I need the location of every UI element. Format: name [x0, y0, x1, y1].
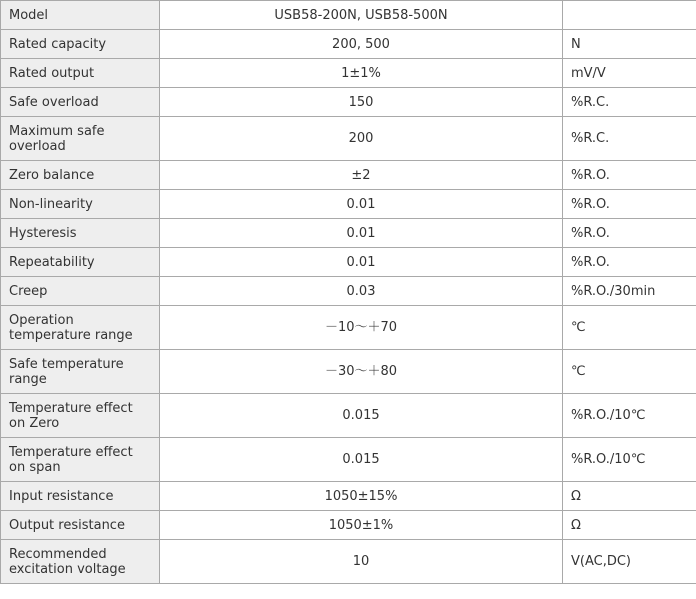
param-label: Output resistance [1, 511, 160, 540]
param-unit: ℃ [563, 306, 696, 350]
param-label: Temperature effect on Zero [1, 394, 160, 438]
param-unit: mV/V [563, 59, 696, 88]
param-value: 0.01 [160, 248, 563, 277]
table-row [1, 161, 696, 190]
param-unit: %R.O./10℃ [563, 438, 696, 482]
param-label: Non-linearity [1, 190, 160, 219]
table-row [1, 248, 696, 277]
table-row [1, 306, 696, 350]
param-label: Repeatability [1, 248, 160, 277]
param-unit: ℃ [563, 350, 696, 394]
table-row [1, 511, 696, 540]
param-value: ±2 [160, 161, 563, 190]
table-row [1, 190, 696, 219]
table-row [1, 117, 696, 161]
param-value: 10 [160, 540, 563, 584]
param-value: 200, 500 [160, 30, 563, 59]
param-value: 0.015 [160, 394, 563, 438]
param-value: 1050±15% [160, 482, 563, 511]
table-row [1, 394, 696, 438]
param-label: Safe temperature range [1, 350, 160, 394]
param-unit: %R.O. [563, 161, 696, 190]
param-value: USB58-200N, USB58-500N [160, 1, 563, 30]
param-unit: %R.C. [563, 117, 696, 161]
param-value: 150 [160, 88, 563, 117]
param-label: Temperature effect on span [1, 438, 160, 482]
table-row [1, 350, 696, 394]
param-unit: Ω [563, 482, 696, 511]
param-label: Model [1, 1, 160, 30]
param-unit: Ω [563, 511, 696, 540]
param-label: Operation temperature range [1, 306, 160, 350]
param-value: 0.01 [160, 219, 563, 248]
table-row [1, 219, 696, 248]
param-value: 0.01 [160, 190, 563, 219]
param-unit: %R.O./10℃ [563, 394, 696, 438]
table-row [1, 482, 696, 511]
param-label: Maximum safe overload [1, 117, 160, 161]
table-row [1, 1, 696, 30]
param-label: Safe overload [1, 88, 160, 117]
param-label: Zero balance [1, 161, 160, 190]
param-unit: %R.O. [563, 248, 696, 277]
param-unit [563, 1, 696, 30]
param-unit: %R.C. [563, 88, 696, 117]
param-value: 0.03 [160, 277, 563, 306]
param-unit: %R.O./30min [563, 277, 696, 306]
param-unit: %R.O. [563, 219, 696, 248]
table-row [1, 540, 696, 584]
param-label: Hysteresis [1, 219, 160, 248]
param-label: Rated capacity [1, 30, 160, 59]
param-unit: %R.O. [563, 190, 696, 219]
param-unit: N [563, 30, 696, 59]
table-row [1, 59, 696, 88]
table-row [1, 438, 696, 482]
table-row [1, 88, 696, 117]
table-row [1, 30, 696, 59]
param-value: 1±1% [160, 59, 563, 88]
param-label: Recommended excitation voltage [1, 540, 160, 584]
param-value: 0.015 [160, 438, 563, 482]
table-row [1, 277, 696, 306]
param-value: 1050±1% [160, 511, 563, 540]
param-label: Rated output [1, 59, 160, 88]
param-value: 200 [160, 117, 563, 161]
param-label: Input resistance [1, 482, 160, 511]
param-value: －30～＋80 [160, 350, 563, 394]
param-unit: V(AC,DC) [563, 540, 696, 584]
param-value: －10～＋70 [160, 306, 563, 350]
param-label: Creep [1, 277, 160, 306]
